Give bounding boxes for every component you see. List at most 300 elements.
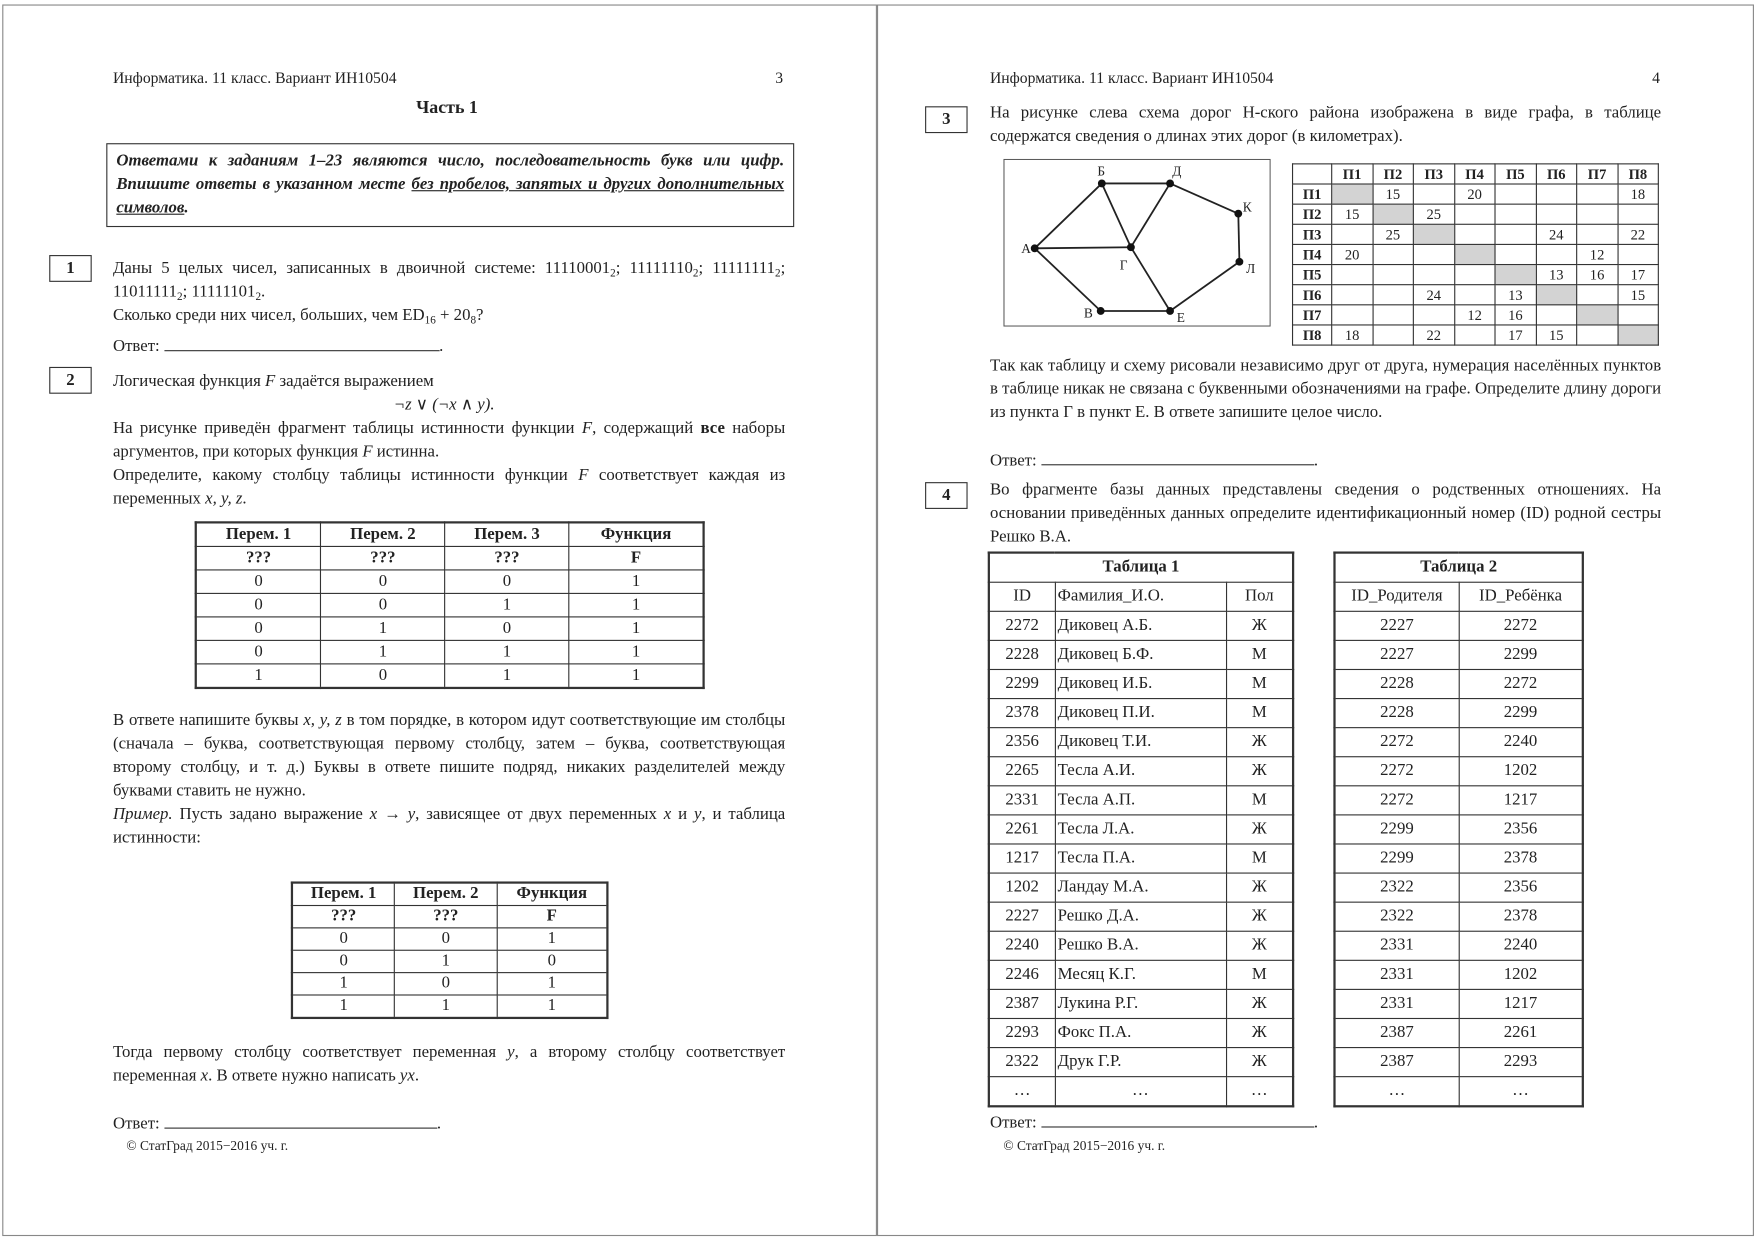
table-cell: 2227 [1334, 611, 1458, 640]
answer-field[interactable] [1041, 1111, 1314, 1128]
table-cell: Друк Г.Р. [1055, 1048, 1226, 1077]
table-cell: 1217 [989, 844, 1055, 873]
table-row [196, 593, 704, 616]
table-cell: 2378 [1459, 844, 1583, 873]
table-cell: Диковец А.Б. [1055, 611, 1226, 640]
distance-cell: 20 [1332, 244, 1373, 264]
table-cell: 0 [196, 617, 321, 640]
table-row [196, 617, 704, 640]
distance-cell: 22 [1413, 325, 1454, 345]
distance-cell: 25 [1373, 224, 1414, 244]
hex-number: ED [402, 306, 425, 325]
graph-node [1234, 210, 1242, 218]
distance-cell: 16 [1577, 265, 1618, 285]
task1-text: Даны 5 целых чисел, записанных в двоичной системе: $11110001_2$; $11111110_2$; $11111111_2$; $11011111_2$; $11111101_2$. Сколько среди них чисел, больших, чем $ED_{16} + 20_8$? [112, 259, 786, 327]
table-row [1334, 611, 1582, 640]
table-cell: Решко В.А. [1055, 931, 1226, 960]
column-header: П6 [1536, 164, 1577, 184]
binary-number: 11110001 [544, 259, 611, 278]
table-title: Таблица 2 [1334, 553, 1582, 583]
table-row [1293, 305, 1659, 325]
answer-label: Ответ: [989, 451, 1037, 470]
footer-copyright: © СтатГрад 2015−2016 уч. г. [1003, 1137, 1166, 1154]
column-header: Перем. 3 [445, 522, 569, 546]
binary-number: 11111110 [629, 259, 693, 278]
distance-cell: 15 [1332, 204, 1373, 224]
table-cell: … [1226, 1077, 1293, 1107]
distance-cell [1617, 305, 1658, 325]
expr: x → y [369, 805, 416, 824]
var: y [693, 805, 702, 824]
answer-field[interactable] [1041, 449, 1314, 466]
table-cell: М [1226, 699, 1293, 728]
table-cell: 2299 [1459, 699, 1583, 728]
table-cell: 2272 [1334, 757, 1458, 786]
var: yx [399, 1067, 415, 1086]
column-subheader: ??? [196, 546, 321, 569]
distance-cell [1454, 265, 1495, 285]
table-cell: 1 [445, 640, 569, 663]
table-row [1293, 184, 1659, 204]
text: Пусть задано выражение [172, 805, 370, 824]
answer-label: Ответ: [112, 1115, 160, 1134]
text: наборы аргументов, при которых функция [112, 419, 786, 461]
table-cell: 0 [497, 950, 608, 972]
graph-node-label: Е [1176, 310, 1185, 326]
table-cell: 2378 [989, 699, 1055, 728]
distance-cell: 20 [1454, 184, 1495, 204]
text: . В ответе нужно написать [208, 1067, 400, 1086]
title-row [1334, 553, 1582, 583]
table-cell: 0 [445, 617, 569, 640]
table-cell: 2331 [1334, 989, 1458, 1018]
table-cell: 2331 [989, 786, 1055, 815]
table-cell: … [989, 1077, 1055, 1107]
table-row [196, 570, 704, 593]
var-f: F [578, 466, 589, 485]
task1-answer: Ответ: . [113, 334, 443, 356]
table-cell: 0 [292, 928, 395, 950]
row-header: П8 [1293, 325, 1332, 345]
base: 16 [424, 314, 436, 327]
graph-node [1031, 244, 1039, 252]
table-cell: 0 [321, 570, 445, 593]
table-cell: Диковец Т.И. [1055, 728, 1226, 757]
table-title: Таблица 1 [989, 553, 1293, 583]
distance-cell [1373, 244, 1414, 264]
var-f: F [265, 372, 276, 391]
table-row [989, 1077, 1293, 1107]
column-subheader: F [569, 546, 704, 569]
text: Тогда первому столбцу соответствует переменная [112, 1043, 508, 1062]
distance-cell [1536, 244, 1577, 264]
table-row [1334, 786, 1582, 815]
table-cell: 2246 [989, 960, 1055, 989]
distance-cell [1373, 265, 1414, 285]
table-cell: 0 [196, 640, 321, 663]
task-number-4: 4 [925, 482, 968, 509]
table-row [989, 902, 1293, 931]
table-cell: Ландау М.А. [1055, 873, 1226, 902]
table-row [292, 973, 607, 995]
table-cell: 0 [445, 570, 569, 593]
row-header: П1 [1293, 184, 1332, 204]
table-cell: 2272 [1459, 669, 1583, 698]
distance-cell: 13 [1495, 285, 1536, 305]
distance-cell [1536, 204, 1577, 224]
corner-cell [1293, 164, 1332, 184]
var-f: F [362, 442, 373, 461]
table-cell: Ж [1226, 728, 1293, 757]
var: x [200, 1067, 209, 1086]
table-row [989, 1018, 1293, 1047]
distance-cell [1577, 325, 1618, 345]
distance-cell [1332, 305, 1373, 325]
table-row [1334, 960, 1582, 989]
table-row [1334, 1048, 1582, 1077]
column-header: П3 [1413, 164, 1454, 184]
table-cell: 0 [292, 950, 395, 972]
graph-node-label: Л [1246, 260, 1256, 276]
distance-cell [1413, 265, 1454, 285]
table-cell: 2240 [1459, 931, 1583, 960]
database-table-2 [1333, 551, 1584, 1107]
graph-node-label: В [1083, 305, 1093, 321]
table-cell: 1 [395, 950, 497, 972]
column-subheader: ??? [321, 546, 445, 569]
base: 8 [470, 314, 477, 327]
table-cell: 2240 [989, 931, 1055, 960]
table-row [989, 728, 1293, 757]
table-cell: 2356 [989, 728, 1055, 757]
table-cell: … [1055, 1077, 1226, 1107]
table-row [989, 873, 1293, 902]
example-label: Пример. [112, 805, 173, 824]
table-row [1293, 285, 1659, 305]
distance-cell [1373, 325, 1414, 345]
table-row [989, 844, 1293, 873]
distance-cell: 24 [1413, 285, 1454, 305]
base: 2 [255, 290, 262, 304]
table-row [1334, 1018, 1582, 1047]
table-cell: 0 [395, 973, 497, 995]
table-cell: … [1459, 1077, 1583, 1107]
part-title: Часть 1 [416, 98, 478, 118]
table-row [989, 669, 1293, 698]
road-graph [1003, 159, 1270, 327]
table-row [989, 931, 1293, 960]
table-cell: Ж [1226, 815, 1293, 844]
table-cell: 1 [445, 664, 569, 688]
column-header: П4 [1454, 164, 1495, 184]
distance-cell [1373, 305, 1414, 325]
table-row [1334, 728, 1582, 757]
diagonal-cell [1332, 184, 1373, 204]
table-cell: Ж [1226, 1018, 1293, 1047]
header-row [1334, 582, 1582, 611]
table-cell: 1 [321, 617, 445, 640]
table-row [1334, 640, 1582, 669]
row-header: П6 [1293, 285, 1332, 305]
task4-answer: Ответ: . [990, 1111, 1318, 1133]
header-row [292, 883, 607, 906]
truth-table [195, 521, 705, 689]
graph-node [1097, 307, 1105, 315]
subheader-row [292, 906, 607, 928]
table-cell: М [1226, 960, 1293, 989]
table-cell: Ж [1226, 757, 1293, 786]
table-cell: 1202 [1459, 960, 1583, 989]
column-header: П7 [1577, 164, 1618, 184]
table-row [989, 786, 1293, 815]
text: . [414, 1067, 420, 1086]
table-cell: 2265 [989, 757, 1055, 786]
table-cell: 2240 [1459, 728, 1583, 757]
graph-node-label: Г [1119, 257, 1128, 273]
table-cell: М [1226, 669, 1293, 698]
table-row [1293, 265, 1659, 285]
var-f: F [581, 419, 593, 438]
vars: x, y, z [205, 489, 243, 508]
task1-intro: Даны 5 целых чисел, записанных в двоичной системе: [112, 259, 545, 278]
answer-field[interactable] [164, 1112, 437, 1129]
distance-cell: 12 [1454, 305, 1495, 325]
table-cell: 0 [321, 664, 445, 688]
table-cell: 2299 [1459, 640, 1583, 669]
row-header: П4 [1293, 244, 1332, 264]
text: , содержащий [592, 419, 701, 438]
table-cell: Диковец И.Б. [1055, 669, 1226, 698]
page-number: 3 [775, 70, 784, 88]
table-cell: 2322 [989, 1048, 1055, 1077]
distance-cell [1617, 204, 1658, 224]
table-row [196, 640, 704, 663]
table-cell: 1217 [1459, 786, 1583, 815]
binary-number: 11011111 [112, 283, 177, 301]
table-cell: 2299 [989, 669, 1055, 698]
table-row [1334, 1077, 1582, 1107]
diagonal-cell [1617, 325, 1658, 345]
column-subheader: ??? [395, 906, 497, 928]
column-header: Функция [497, 883, 608, 906]
distance-cell [1454, 224, 1495, 244]
column-header: ID_Ребёнка [1459, 582, 1583, 611]
instructions-underlined: без пробелов, запятых и других дополнительных символов [116, 175, 785, 218]
task1-question: Сколько среди них чисел, больших, чем [112, 306, 403, 325]
table-row [1334, 815, 1582, 844]
distance-cell [1536, 305, 1577, 325]
table-row [1334, 873, 1582, 902]
example-truth-table [291, 881, 609, 1019]
table-row [1293, 325, 1659, 345]
graph-node-label: К [1242, 199, 1252, 215]
var: x [663, 805, 672, 824]
table-cell: 1 [569, 640, 704, 663]
task2-line1 [113, 370, 785, 393]
bold-text: все [700, 419, 725, 438]
instructions-box [106, 143, 794, 227]
answer-label: Ответ: [112, 337, 160, 356]
table-cell: Тесла П.А. [1055, 844, 1226, 873]
table-cell: 1 [497, 995, 608, 1018]
graph-node [1166, 180, 1174, 188]
table-row [1334, 844, 1582, 873]
row-header: П2 [1293, 204, 1332, 224]
text: соответствует каждая из переменных [112, 466, 786, 508]
table-cell: 2331 [1334, 960, 1458, 989]
base: 2 [692, 267, 699, 280]
row-header: П7 [1293, 305, 1332, 325]
graph-node-label: Б [1097, 163, 1106, 179]
task2-instructions [113, 709, 785, 850]
task4-intro: Во фрагменте базы данных представлены сведения о родственных отношениях. На основании приведённых данных определите идентификационный номер (ID) родной сестры Решко В.А. [989, 480, 1662, 546]
distance-cell [1495, 184, 1536, 204]
row-header: П5 [1293, 265, 1332, 285]
table-cell: М [1226, 786, 1293, 815]
distance-cell [1495, 224, 1536, 244]
table-cell: 1 [292, 995, 395, 1018]
table-row [989, 1048, 1293, 1077]
table-row [989, 960, 1293, 989]
table-cell: 2272 [1334, 786, 1458, 815]
text: Определите, какому столбцу таблицы истинности функции [112, 466, 579, 485]
plus: + [435, 306, 454, 325]
distance-cell [1577, 204, 1618, 224]
column-header: П1 [1332, 164, 1373, 184]
table-cell: Тесла А.П. [1055, 786, 1226, 815]
distance-cell: 15 [1617, 285, 1658, 305]
table-cell: М [1226, 844, 1293, 873]
table-row [1293, 224, 1659, 244]
table-cell: Лукина Р.Г. [1055, 989, 1226, 1018]
table-row [1293, 244, 1659, 264]
table-cell: Ж [1226, 1048, 1293, 1077]
distance-cell [1454, 325, 1495, 345]
row-header: П3 [1293, 224, 1332, 244]
distance-cell: 13 [1536, 265, 1577, 285]
table-cell: 2387 [989, 989, 1055, 1018]
table-row [292, 995, 607, 1018]
table-cell: 2227 [989, 902, 1055, 931]
subheader-row [196, 546, 704, 569]
distance-cell: 15 [1536, 325, 1577, 345]
column-header: П5 [1495, 164, 1536, 184]
distance-cell: 22 [1617, 224, 1658, 244]
table-cell: 2387 [1334, 1048, 1458, 1077]
table-cell: Ж [1226, 931, 1293, 960]
table-cell: 2293 [989, 1018, 1055, 1047]
table-cell: 0 [321, 593, 445, 616]
table-cell: 1 [497, 973, 608, 995]
table-cell: Тесла А.И. [1055, 757, 1226, 786]
binary-number: 11111101 [191, 283, 256, 301]
column-header: Функция [569, 522, 704, 546]
table-cell: Месяц К.Г. [1055, 960, 1226, 989]
distance-cell [1413, 184, 1454, 204]
table-cell: 1 [395, 995, 497, 1018]
answer-field[interactable] [164, 334, 439, 351]
text: Логическая функция [112, 372, 266, 391]
base: 2 [176, 290, 183, 304]
distance-cell [1332, 224, 1373, 244]
table-cell: 1 [497, 928, 608, 950]
table-row [1293, 204, 1659, 224]
task2-answer: Ответ: . [113, 1112, 441, 1134]
task-number-1: 1 [49, 255, 92, 282]
table-row [292, 950, 607, 972]
text: в том порядке, в котором идут соответствующие им столбцы (сначала – буква, соответствующая первому столбцу, затем – буква, соответствующая второму столбцу, и т. д.) Буквы в ответе пишите подряд, никаких разделителей между буквами ставить не нужно. [112, 711, 786, 800]
text: В ответе напишите буквы [112, 711, 304, 730]
table-cell: 2228 [1334, 699, 1458, 728]
distance-cell [1577, 184, 1618, 204]
table-cell: 1202 [1459, 757, 1583, 786]
table-cell: 1 [292, 973, 395, 995]
table-cell: 1217 [1459, 989, 1583, 1018]
distance-cell [1495, 204, 1536, 224]
column-header: Перем. 2 [321, 522, 445, 546]
distance-cell [1577, 224, 1618, 244]
distance-cell: 15 [1373, 184, 1414, 204]
distance-cell [1536, 184, 1577, 204]
table-row [1334, 931, 1582, 960]
column-header: ID [989, 582, 1055, 611]
distance-cell [1332, 265, 1373, 285]
graph-edge [1238, 214, 1239, 262]
diagonal-cell [1454, 244, 1495, 264]
header-row [989, 582, 1293, 611]
binary-number: 11111111 [712, 259, 775, 278]
distance-cell [1413, 244, 1454, 264]
text: , зависящее от двух переменных [415, 805, 664, 824]
table-cell: Диковец П.И. [1055, 699, 1226, 728]
task-number-3: 3 [925, 106, 968, 133]
table-cell: 2331 [1334, 931, 1458, 960]
base: 2 [610, 267, 616, 280]
table-row [196, 664, 704, 688]
text: . [242, 489, 247, 508]
column-header: П2 [1373, 164, 1414, 184]
text: и [671, 805, 694, 824]
table-cell: 1 [569, 570, 704, 593]
graph-node-label: А [1021, 240, 1031, 256]
table-row [292, 928, 607, 950]
table-row [1334, 669, 1582, 698]
formula: ¬z ∨ (¬x ∧ y). [393, 395, 495, 414]
task3-answer: Ответ: . [990, 449, 1318, 471]
table-cell: Ж [1226, 989, 1293, 1018]
table-cell: 2228 [1334, 669, 1458, 698]
graph-node [1127, 243, 1135, 251]
diagonal-cell [1413, 224, 1454, 244]
distance-cell [1413, 305, 1454, 325]
table-cell: 2356 [1459, 815, 1583, 844]
table-cell: 2227 [1334, 640, 1458, 669]
table-cell: Фокс П.А. [1055, 1018, 1226, 1047]
table-cell: 2322 [1334, 873, 1458, 902]
table-cell: 2272 [1334, 728, 1458, 757]
column-subheader: ??? [292, 906, 395, 928]
task2-description [113, 417, 785, 511]
column-header: Перем. 1 [292, 883, 395, 906]
table-cell: 1202 [989, 873, 1055, 902]
vars: x, y, z [303, 711, 342, 730]
base: 2 [774, 267, 781, 280]
table-cell: Тесла Л.А. [1055, 815, 1226, 844]
table-row [1334, 902, 1582, 931]
column-header: Перем. 1 [196, 522, 321, 546]
text: На рисунке приведён фрагмент таблицы истинности функции [112, 419, 582, 438]
distance-cell [1332, 285, 1373, 305]
